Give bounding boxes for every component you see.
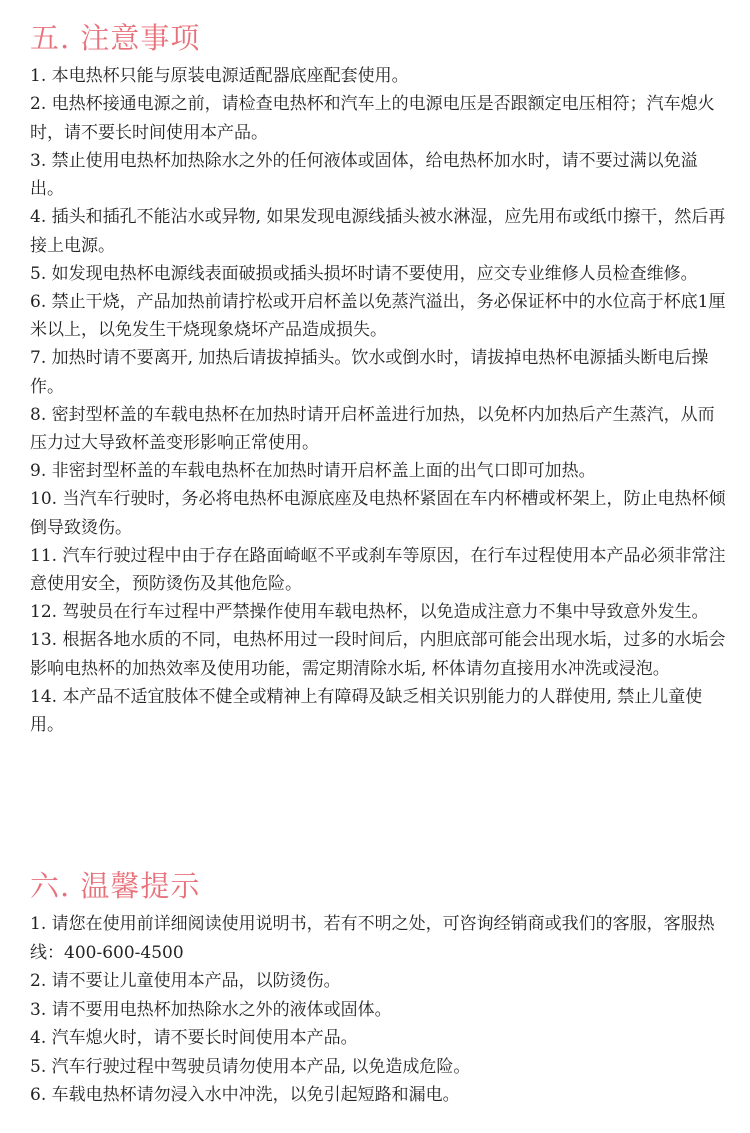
- precaution-item-13: 13. 根据各地水质的不同，电热杯用过一段时间后，内胆底部可能会出现水垢，过多的水垢会影响电热杯的加热效率及使用功能，需定期清除水垢, 杯体请勿直接用水冲洗或浸泡。: [30, 630, 726, 679]
- tip-item-3: 3. 请不要用电热杯加热除水之外的液体或固体。: [30, 999, 392, 1020]
- precaution-item-2: 2. 电热杯接通电源之前，请检查电热杯和汽车上的电源电压是否跟额定电压相符；汽车熄火时，请不要长时间使用本产品。: [30, 94, 715, 143]
- precaution-item-4: 4. 插头和插孔不能沾水或异物, 如果发现电源线插头被水淋湿，应先用布或纸巾擦干，然后再接上电源。: [30, 207, 726, 256]
- tip-item-6: 6. 车载电热杯请勿浸入水中冲洗，以免引起短路和漏电。: [30, 1085, 460, 1105]
- tip-item-2: 2. 请不要让儿童使用本产品，以防烫伤。: [30, 971, 341, 991]
- tip-item-4: 4. 汽车熄火时，请不要长时间使用本产品。: [30, 1028, 358, 1048]
- precautions-section: [30, 18, 730, 740]
- precaution-item-7: 7. 加热时请不要离开, 加热后请拔掉插头。饮水或倒水时，请拔掉电热杯电源插头断电后操作。: [30, 348, 709, 397]
- precaution-item-12: 12. 驾驶员在行车过程中严禁操作使用车载电热杯，以免造成注意力不集中导致意外发生。: [30, 602, 709, 622]
- precaution-item-10: 10. 当汽车行驶时，务必将电热杯电源底座及电热杯紧固在车内杯槽或杯架上，防止电热杯倾倒导致烫伤。: [30, 489, 726, 538]
- precaution-item-3: 3. 禁止使用电热杯加热除水之外的任何液体或固体，给电热杯加水时，请不要过满以免溢出。: [30, 150, 698, 199]
- precaution-item-9: 9. 非密封型杯盖的车载电热杯在加热时请开启杯盖上面的出气口即可加热。: [30, 461, 596, 481]
- tips-title: 六. 温馨提示: [30, 869, 201, 903]
- precaution-item-8: 8. 密封型杯盖的车载电热杯在加热时请开启杯盖进行加热，以免杯内加热后产生蒸汽，从而压力过大导致杯盖变形影响正常使用。: [30, 404, 715, 453]
- tip-item-5: 5. 汽车行驶过程中驾驶员请勿使用本产品, 以免造成危险。: [30, 1056, 471, 1077]
- precaution-item-14: 14. 本产品不适宜肢体不健全或精神上有障碍及缺乏相关识别能力的人群使用, 禁止儿童使用。: [30, 686, 703, 735]
- tips-section: [30, 866, 730, 1110]
- precaution-item-6: 6. 禁止干烧，产品加热前请拧松或开启杯盖以免蒸汽溢出，务必保证杯中的水位高于杯底1厘米以上，以免发生干烧现象烧坏产品造成损失。: [30, 291, 726, 340]
- precaution-item-1: 1. 本电热杯只能与原装电源适配器底座配套使用。: [30, 66, 409, 86]
- tip-item-1: 1. 请您在使用前详细阅读使用说明书，若有不明之处，可咨询经销商或我们的客服，客服热线：400-600-4500: [30, 914, 715, 963]
- precaution-item-11: 11. 汽车行驶过程中由于存在路面崎岖不平或刹车等原因，在行车过程使用本产品必须非常注意使用安全，预防烫伤及其他危险。: [30, 545, 726, 594]
- precaution-item-5: 5. 如发现电热杯电源线表面破损或插头损坏时请不要使用，应交专业维修人员检查维修。: [30, 263, 698, 284]
- precautions-title: 五. 注意事项: [30, 21, 201, 55]
